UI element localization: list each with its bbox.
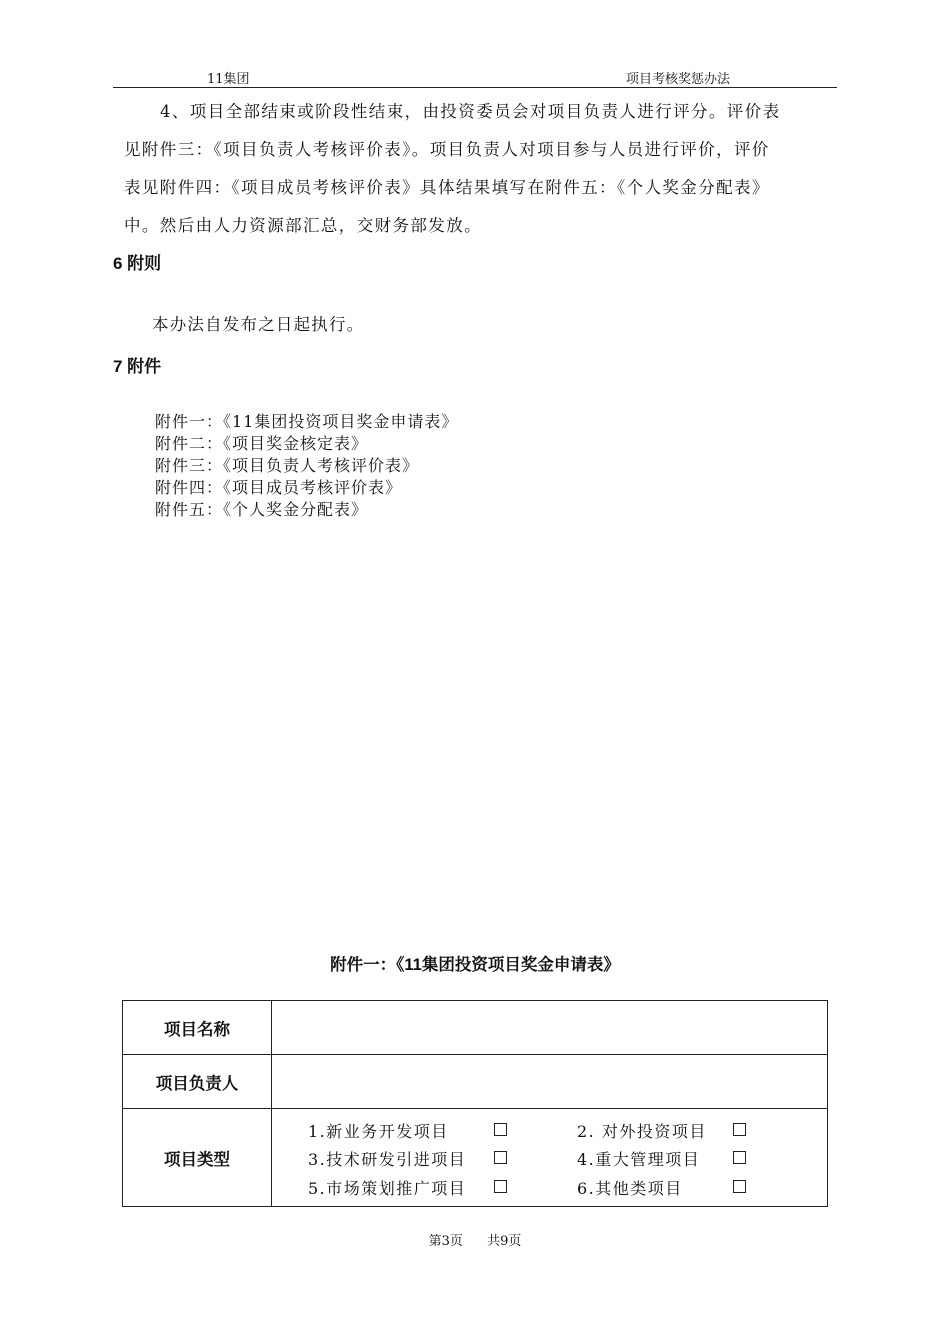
attachment-item: 附件五：《个人奖金分配表》: [155, 500, 369, 519]
type-checkbox[interactable]: [494, 1123, 507, 1136]
page-total: 共9页: [487, 1234, 522, 1249]
form-row-project-type: [123, 1109, 828, 1207]
section-6-text: 本办法自发布之日起执行。: [152, 315, 365, 334]
attachment-item: 附件二：《项目奖金核定表》: [155, 434, 369, 453]
type-checkbox[interactable]: [494, 1180, 507, 1193]
project-type-label: 项目类型: [123, 1109, 272, 1207]
project-leader-label: 项目负责人: [123, 1055, 272, 1109]
project-leader-field[interactable]: [272, 1055, 828, 1109]
paragraph-line: 见附件三：《项目负责人考核评价表》。项目负责人对项目参与人员进行评价，评价: [124, 140, 770, 159]
paragraph-line: 4、项目全部结束或阶段性结束，由投资委员会对项目负责人进行评分。评价表: [160, 102, 781, 121]
header-company: 11集团: [207, 72, 250, 87]
type-option-label: 5.市场策划推广项目: [308, 1179, 467, 1198]
type-option-label: 1.新业务开发项目: [308, 1122, 449, 1141]
type-option-label: 2. 对外投资项目: [577, 1122, 707, 1141]
header-document-title: 项目考核奖惩办法: [626, 72, 731, 87]
project-name-label: 项目名称: [123, 1001, 272, 1055]
header-rule: [113, 87, 837, 88]
body-paragraph: [124, 93, 834, 245]
attachment-item: 附件四：《项目成员考核评价表》: [155, 478, 403, 497]
section-7-heading: 7 附件: [113, 357, 162, 376]
paragraph-line: 中。然后由人力资源部汇总，交财务部发放。: [124, 216, 482, 235]
page-footer: [0, 1230, 950, 1249]
paragraph-line: 表见附件四：《项目成员考核评价表》具体结果填写在附件五：《个人奖金分配表》: [124, 178, 770, 197]
type-checkbox[interactable]: [733, 1180, 746, 1193]
form-row-project-leader: [123, 1055, 828, 1109]
bonus-application-form: [122, 1000, 828, 1207]
form-title: 附件一：《11集团投资项目奖金申请表》: [330, 956, 620, 974]
attachment-list: [155, 411, 458, 521]
type-option-label: 3.技术研发引进项目: [308, 1150, 467, 1169]
attachment-item: 附件三：《项目负责人考核评价表》: [155, 456, 420, 475]
section-6-heading: 6 附则: [113, 254, 162, 273]
project-name-field[interactable]: [272, 1001, 828, 1055]
type-checkbox[interactable]: [733, 1123, 746, 1136]
page-number: 第3页: [428, 1234, 463, 1249]
type-checkbox[interactable]: [733, 1151, 746, 1164]
type-checkbox[interactable]: [494, 1151, 507, 1164]
type-option-label: 6.其他类项目: [577, 1179, 683, 1198]
form-row-project-name: [123, 1001, 828, 1055]
attachment-item: 附件一：《11集团投资项目奖金申请表》: [155, 412, 459, 431]
project-type-options: [272, 1109, 828, 1207]
type-option-label: 4.重大管理项目: [577, 1150, 701, 1169]
